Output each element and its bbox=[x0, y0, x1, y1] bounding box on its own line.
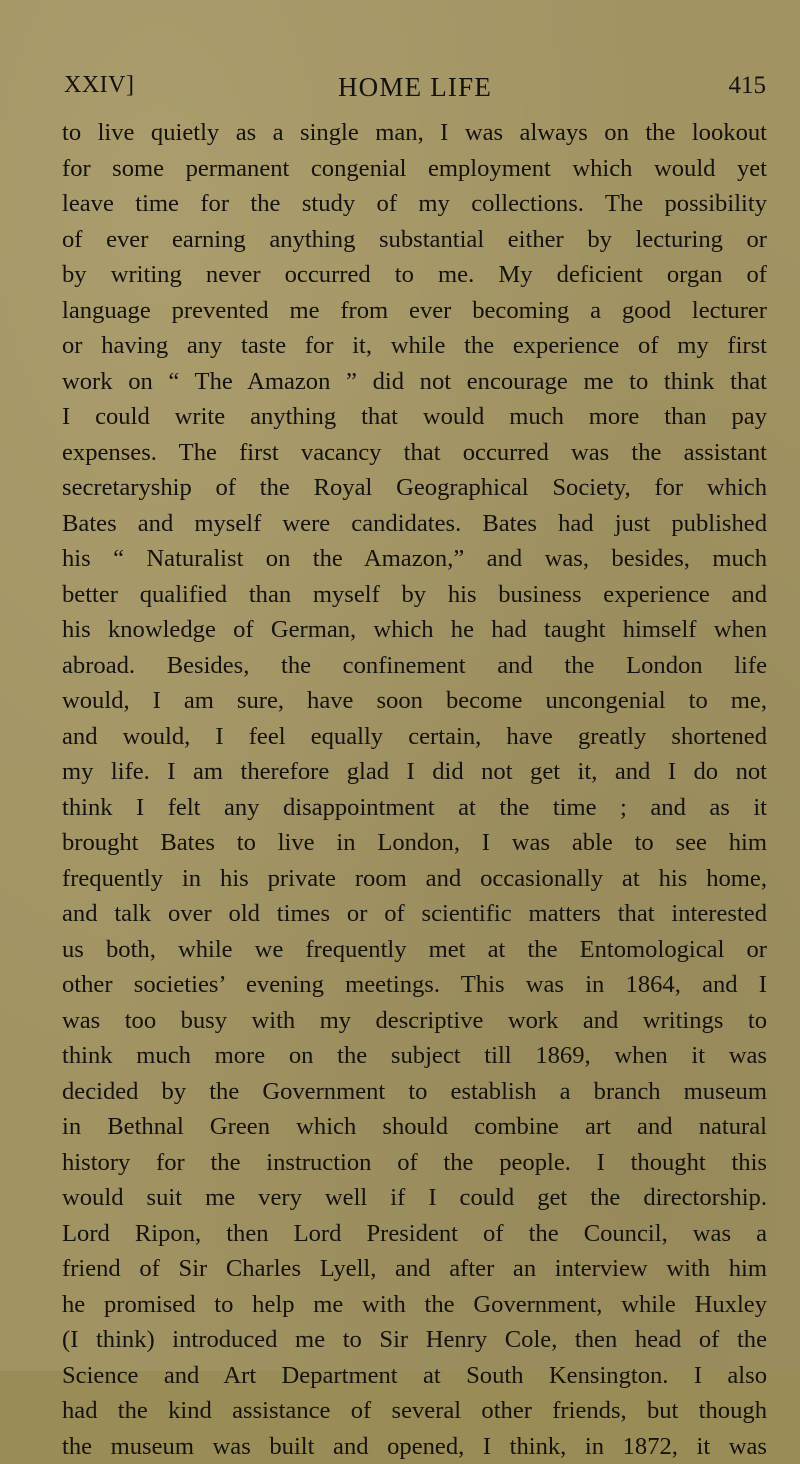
running-head bbox=[64, 72, 766, 112]
text-line: (I think) introduced me to Sir Henry Cole, then head of the bbox=[62, 1322, 767, 1358]
text-line: language prevented me from ever becoming a good lecturer bbox=[62, 293, 767, 329]
text-line: was too busy with my descriptive work and writings to bbox=[62, 1003, 767, 1039]
text-line: friend of Sir Charles Lyell, and after an interview with him bbox=[62, 1251, 767, 1287]
text-line: leave time for the study of my collections. The possibility bbox=[62, 186, 767, 222]
text-line: Lord Ripon, then Lord President of the Council, was a bbox=[62, 1216, 767, 1252]
text-line: Science and Art Department at South Kensington. I also bbox=[62, 1358, 767, 1394]
text-line: and talk over old times or of scientific matters that interested bbox=[62, 896, 767, 932]
text-line: his “ Naturalist on the Amazon,” and was, besides, much bbox=[62, 541, 767, 577]
text-line: he promised to help me with the Government, while Huxley bbox=[62, 1287, 767, 1323]
text-line: think I felt any disappointment at the time ; and as it bbox=[62, 790, 767, 826]
running-title: HOME LIFE bbox=[64, 72, 766, 103]
text-line: his knowledge of German, which he had taught himself when bbox=[62, 612, 767, 648]
page-number: 415 bbox=[729, 72, 767, 100]
text-line: frequently in his private room and occasionally at his home, bbox=[62, 861, 767, 897]
text-line: my life. I am therefore glad I did not get it, and I do not bbox=[62, 754, 767, 790]
text-line: think much more on the subject till 1869, when it was bbox=[62, 1038, 767, 1074]
text-line: the museum was built and opened, I think, in 1872, it was bbox=[62, 1429, 767, 1464]
text-line: I could write anything that would much more than pay bbox=[62, 399, 767, 435]
text-line: brought Bates to live in London, I was able to see him bbox=[62, 825, 767, 861]
text-line: for some permanent congenial employment which would yet bbox=[62, 151, 767, 187]
text-line: us both, while we frequently met at the Entomological or bbox=[62, 932, 767, 968]
text-line: would suit me very well if I could get the directorship. bbox=[62, 1180, 767, 1216]
text-line: by writing never occurred to me. My deficient organ of bbox=[62, 257, 767, 293]
text-line: other societies’ evening meetings. This was in 1864, and I bbox=[62, 967, 767, 1003]
text-line: decided by the Government to establish a branch museum bbox=[62, 1074, 767, 1110]
text-line: history for the instruction of the people. I thought this bbox=[62, 1145, 767, 1181]
text-line: abroad. Besides, the confinement and the London life bbox=[62, 648, 767, 684]
text-line: in Bethnal Green which should combine art and natural bbox=[62, 1109, 767, 1145]
text-line: better qualified than myself by his business experience and bbox=[62, 577, 767, 613]
text-line: would, I am sure, have soon become uncongenial to me, bbox=[62, 683, 767, 719]
text-line: secretaryship of the Royal Geographical Society, for which bbox=[62, 470, 767, 506]
text-line: of ever earning anything substantial either by lecturing or bbox=[62, 222, 767, 258]
body-text bbox=[62, 115, 767, 1464]
text-line: expenses. The first vacancy that occurred was the assistant bbox=[62, 435, 767, 471]
text-line: or having any taste for it, while the experience of my first bbox=[62, 328, 767, 364]
text-line: to live quietly as a single man, I was always on the lookout bbox=[62, 115, 767, 151]
text-line: had the kind assistance of several other friends, but though bbox=[62, 1393, 767, 1429]
text-line: Bates and myself were candidates. Bates had just published bbox=[62, 506, 767, 542]
text-line: and would, I feel equally certain, have greatly shortened bbox=[62, 719, 767, 755]
text-line: work on “ The Amazon ” did not encourage me to think that bbox=[62, 364, 767, 400]
chapter-number: XXIV] bbox=[64, 72, 134, 99]
